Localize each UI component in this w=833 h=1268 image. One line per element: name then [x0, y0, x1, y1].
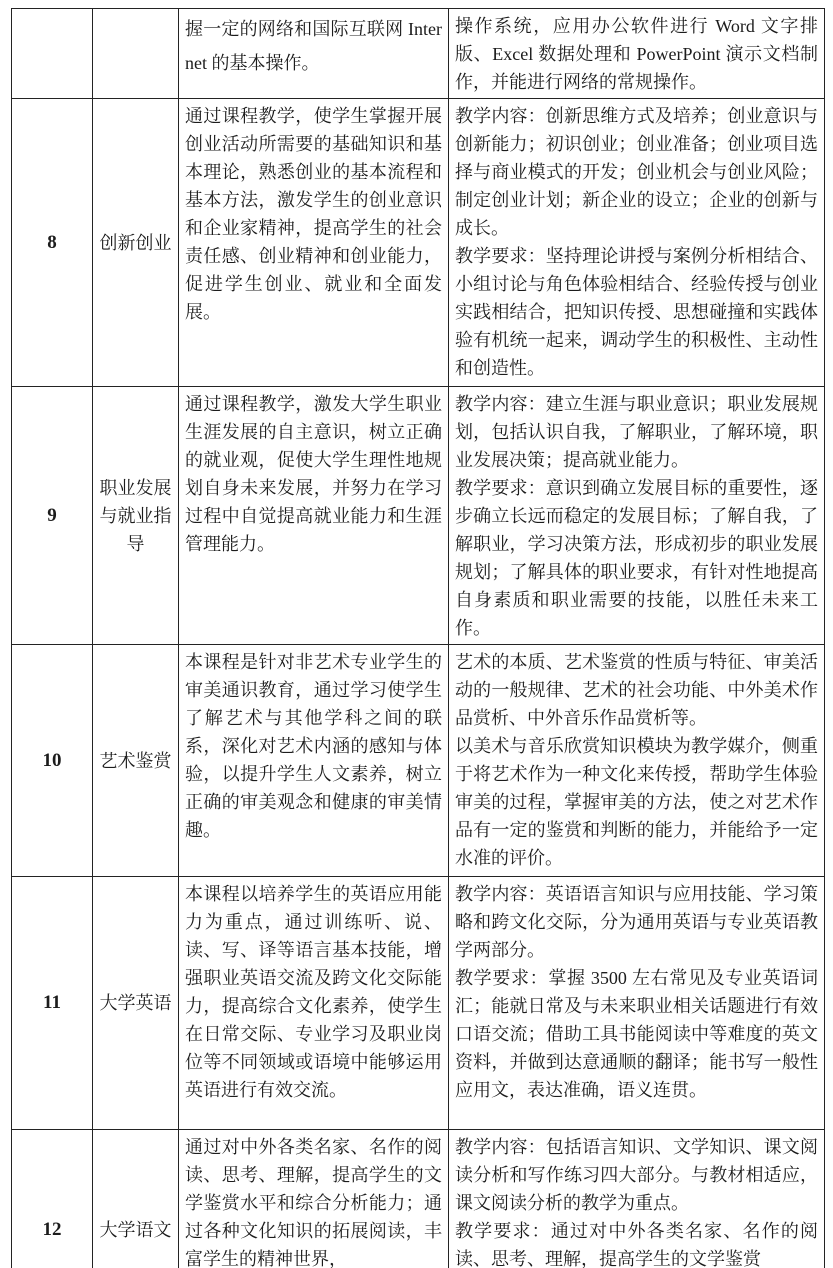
table-row — [12, 387, 825, 645]
course-description: 通过对中外各类名家、名作的阅读、思考、理解，提高学生的文学鉴赏水平和综合分析能力；通过各种文化知识的拓展阅读，丰富学生的精神世界， — [185, 1137, 442, 1268]
course-name-cell — [93, 645, 179, 877]
course-name: 创新创业 — [99, 232, 172, 253]
teaching-details-cell — [449, 877, 825, 1130]
teaching-requirements: 教学要求：坚持理论讲授与案例分析相结合、小组讨论与角色体验相结合、经验传授与创业实践相结合，把知识传授、思想碰撞和实践体验有机统一起来，调动学生的积极性、主动性和创造性。 — [455, 246, 818, 378]
teaching-requirements: 以美术与音乐欣赏知识模块为教学媒介，侧重于将艺术作为一种文化来传授，帮助学生体验审美的过程，掌握审美的方法，使之对艺术作品有一定的鉴赏和判断的能力，并能给予一定水准的评价。 — [455, 736, 818, 868]
course-table — [11, 8, 825, 1268]
row-number-cell — [12, 877, 93, 1130]
teaching-requirements: 教学要求：掌握 3500 左右常见及专业英语词汇；能就日常及与未来职业相关话题进行有效口语交流；借助工具书能阅读中等难度的英文资料，并做到达意通顺的翻译；能书写一般性应用文，表达准确，语义连贯。 — [455, 968, 818, 1100]
course-description-cell — [179, 1130, 449, 1268]
course-description: 本课程是针对非艺术专业学生的审美通识教育，通过学习使学生了解艺术与其他学科之间的联系，深化对艺术内涵的感知与体验，以提升学生人文素养，树立正确的审美观念和健康的审美情趣。 — [185, 652, 442, 840]
teaching-content: 教学内容：建立生涯与职业意识；职业发展规划，包括认识自我，了解职业，了解环境，职业发展决策；提高就业能力。 — [455, 394, 818, 470]
course-name-cell — [93, 387, 179, 645]
table-row — [12, 99, 825, 387]
teaching-details-cell — [449, 1130, 825, 1268]
teaching-content: 教学内容：包括语言知识、文学知识、课文阅读分析和写作练习四大部分。与教材相适应，课文阅读分析的教学为重点。 — [455, 1137, 818, 1213]
course-name-cell — [93, 877, 179, 1130]
teaching-requirements: 教学要求：通过对中外各类名家、名作的阅读、思考、理解，提高学生的文学鉴赏 — [455, 1221, 818, 1268]
course-name-cell — [93, 9, 179, 99]
row-number: 8 — [47, 231, 57, 253]
teaching-details-cell — [449, 99, 825, 387]
row-number: 10 — [42, 749, 62, 771]
course-description-cell — [179, 645, 449, 877]
teaching-content: 艺术的本质、艺术鉴赏的性质与特征、审美活动的一般规律、艺术的社会功能、中外美术作品赏析、中外音乐作品赏析等。 — [455, 652, 818, 728]
course-name: 职业发展与就业指导 — [99, 477, 172, 554]
row-number-cell — [12, 645, 93, 877]
course-description: 通过课程教学，使学生掌握开展创业活动所需要的基础知识和基本理论，熟悉创业的基本流程和基本方法，激发学生的创业意识和企业家精神，提高学生的社会责任感、创业精神和创业能力，促进学生创业、就业和全面发展。 — [185, 106, 442, 322]
row-number-cell — [12, 387, 93, 645]
course-name-cell — [93, 1130, 179, 1268]
row-number: 9 — [47, 504, 57, 526]
table-row — [12, 645, 825, 877]
table-row — [12, 877, 825, 1130]
course-description-cell — [179, 387, 449, 645]
course-name: 大学语文 — [99, 1219, 172, 1240]
row-number: 12 — [42, 1218, 62, 1240]
course-description: 本课程以培养学生的英语应用能力为重点，通过训练听、说、读、写、译等语言基本技能，增强职业英语交流及跨文化交际能力，提高综合文化素养，使学生在日常交际、专业学习及职业岗位等不同领域或语境中能够运用英语进行有效交流。 — [185, 884, 442, 1100]
teaching-details-cell — [449, 9, 825, 99]
table-row — [12, 1130, 825, 1268]
row-number-cell — [12, 99, 93, 387]
course-name-cell — [93, 99, 179, 387]
teaching-requirements: 教学要求：意识到确立发展目标的重要性，逐步确立长远而稳定的发展目标；了解自我，了解职业，学习决策方法，形成初步的职业发展规划；了解具体的职业要求，有针对性地提高自身素质和职业需要的技能，以胜任未来工作。 — [455, 478, 818, 638]
row-number-cell — [12, 9, 93, 99]
course-name: 大学英语 — [99, 993, 172, 1013]
course-description: 握一定的网络和国际互联网 Internet 的基本操作。 — [185, 19, 442, 73]
teaching-details-cell — [449, 645, 825, 877]
course-description-cell — [179, 877, 449, 1130]
course-description-cell — [179, 9, 449, 99]
table-row — [12, 9, 825, 99]
row-number-cell — [12, 1130, 93, 1268]
course-description: 通过课程教学，激发大学生职业生涯发展的自主意识，树立正确的就业观，促使大学生理性地规划自身未来发展，并努力在学习过程中自觉提高就业能力和生涯管理能力。 — [185, 394, 442, 554]
teaching-details-cell — [449, 387, 825, 645]
teaching-content: 操作系统，应用办公软件进行 Word 文字排版、Excel 数据处理和 PowerPoint 演示文档制作，并能进行网络的常规操作。 — [455, 16, 818, 92]
course-name: 艺术鉴赏 — [99, 750, 172, 771]
course-description-cell — [179, 99, 449, 387]
teaching-content: 教学内容：创新思维方式及培养；创业意识与创新能力；初识创业；创业准备；创业项目选择与商业模式的开发；创业机会与创业风险；制定创业计划；新企业的设立；企业的创新与成长。 — [455, 106, 818, 238]
teaching-content: 教学内容：英语语言知识与应用技能、学习策略和跨文化交际，分为通用英语与专业英语教学两部分。 — [455, 884, 818, 960]
row-number: 11 — [43, 992, 61, 1013]
